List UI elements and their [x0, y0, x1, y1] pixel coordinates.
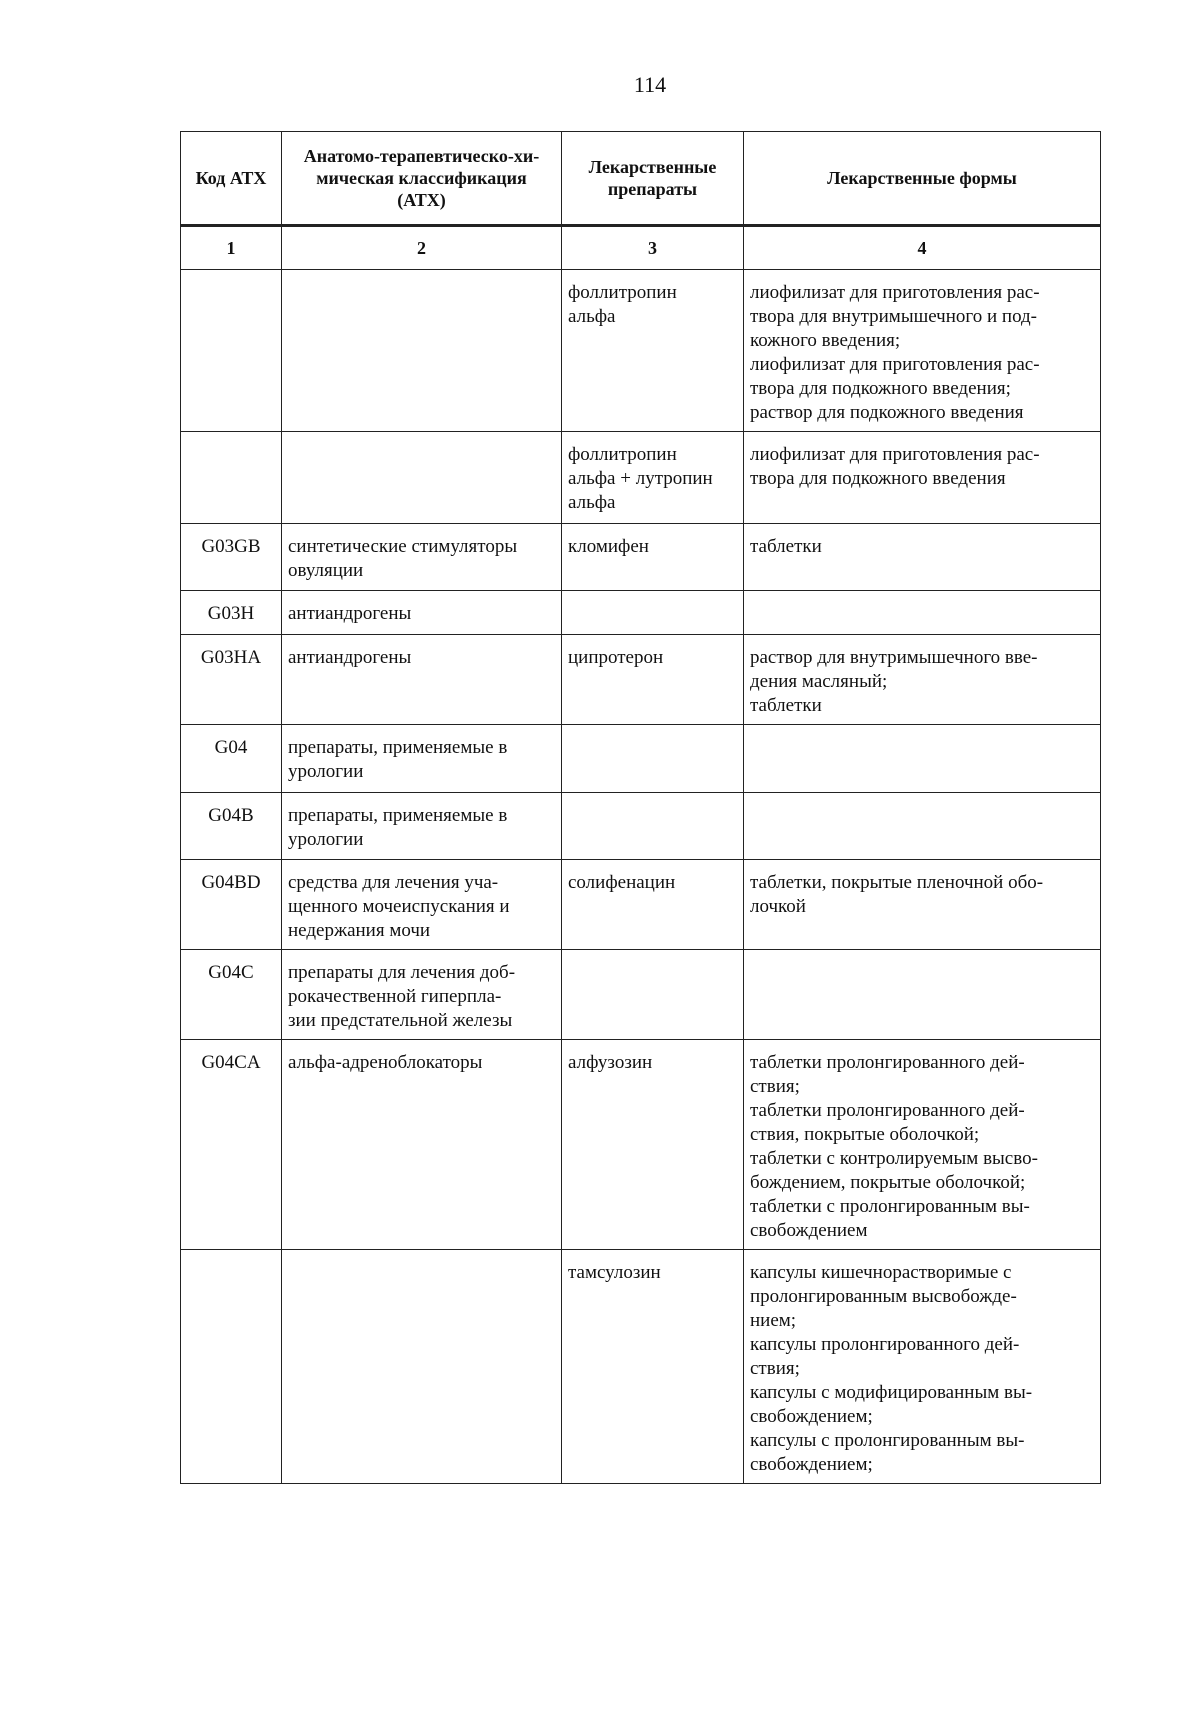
- table-row: [181, 270, 1101, 432]
- classification-cell: [282, 793, 562, 860]
- text-line: свобождением;: [750, 1406, 873, 1427]
- header-drugs: [562, 132, 744, 226]
- table-header-row: [181, 132, 1101, 226]
- drug-cell: [562, 524, 744, 591]
- classification-cell: [282, 950, 562, 1040]
- atx-code-cell: [181, 432, 282, 524]
- classification-cell: [282, 725, 562, 793]
- text-line: недержания мочи: [288, 920, 431, 941]
- text-line: таблетки пролонгированного дей-: [750, 1052, 1025, 1073]
- text-line: альфа: [568, 492, 616, 513]
- atx-code-cell: [181, 270, 282, 432]
- classification-cell: [282, 432, 562, 524]
- text-line: лиофилизат для приготовления рас-: [750, 282, 1040, 303]
- drug-forms-cell: [744, 635, 1101, 725]
- text-line: лиофилизат для приготовления рас-: [750, 444, 1040, 465]
- text-line: капсулы пролонгированного дей-: [750, 1334, 1020, 1355]
- text-line: ствия;: [750, 1076, 800, 1097]
- text-line: капсулы с модифицированным вы-: [750, 1382, 1033, 1403]
- text-line: средства для лечения уча-: [288, 872, 499, 893]
- atx-code-cell: G04CA: [181, 1040, 282, 1250]
- column-number: 4: [744, 226, 1101, 270]
- drug-forms-cell: [744, 591, 1101, 635]
- text-line: кожного введения;: [750, 330, 901, 351]
- drug-cell: [562, 432, 744, 524]
- table-row: [181, 432, 1101, 524]
- table-row: [181, 793, 1101, 860]
- table-row: [181, 860, 1101, 950]
- text-line: препараты: [607, 179, 698, 199]
- text-line: таблетки: [750, 536, 822, 557]
- drug-cell: [562, 950, 744, 1040]
- text-line: препараты, применяемые в: [288, 737, 508, 758]
- classification-cell: [282, 591, 562, 635]
- header-atx-classification: [282, 132, 562, 226]
- text-line: фоллитропин: [568, 282, 677, 303]
- atx-code-cell: G04C: [181, 950, 282, 1040]
- text-line: раствор для внутримышечного вве-: [750, 647, 1038, 668]
- drug-cell: [562, 591, 744, 635]
- text-line: антиандрогены: [288, 647, 412, 668]
- drug-forms-cell: [744, 725, 1101, 793]
- text-line: ствия;: [750, 1358, 800, 1379]
- atx-code-cell: G03HA: [181, 635, 282, 725]
- text-line: твора для подкожного введения;: [750, 378, 1011, 399]
- drug-forms-cell: [744, 950, 1101, 1040]
- text-line: овуляции: [288, 560, 364, 581]
- text-line: Анатомо-терапевтическо-хи-: [303, 146, 540, 166]
- text-line: синтетические стимуляторы: [288, 536, 518, 557]
- drug-cell: [562, 635, 744, 725]
- drug-cell: [562, 860, 744, 950]
- drug-cell: [562, 1250, 744, 1484]
- atx-drug-table: [180, 131, 1101, 1484]
- page-number: 114: [633, 72, 667, 97]
- text-line: урологии: [288, 761, 364, 782]
- text-line: ствия, покрытые оболочкой;: [750, 1124, 980, 1145]
- text-line: мическая классификация: [316, 168, 527, 188]
- text-line: рокачественной гиперпла-: [288, 986, 502, 1007]
- atx-code-cell: G04B: [181, 793, 282, 860]
- atx-code-cell: [181, 1250, 282, 1484]
- table-row: [181, 1040, 1101, 1250]
- drug-cell: [562, 270, 744, 432]
- text-line: препараты для лечения доб-: [288, 962, 516, 983]
- classification-cell: [282, 1040, 562, 1250]
- drug-forms-cell: [744, 524, 1101, 591]
- column-number-row: [181, 226, 1101, 270]
- text-line: капсулы кишечнорастворимые с: [750, 1262, 1012, 1283]
- drug-forms-cell: [744, 1250, 1101, 1484]
- drug-forms-cell: [744, 432, 1101, 524]
- classification-cell: [282, 524, 562, 591]
- classification-cell: [282, 270, 562, 432]
- table-row: [181, 725, 1101, 793]
- text-line: альфа + лутропин: [568, 468, 713, 489]
- text-line: кломифен: [568, 536, 649, 557]
- drug-forms-cell: [744, 1040, 1101, 1250]
- atx-code-cell: G04BD: [181, 860, 282, 950]
- column-number: 3: [562, 226, 744, 270]
- text-line: Код АТХ: [195, 168, 267, 188]
- table-row: [181, 591, 1101, 635]
- text-line: нием;: [750, 1310, 797, 1331]
- column-number: 2: [282, 226, 562, 270]
- text-line: Лекарственные формы: [827, 168, 1017, 188]
- text-line: твора для внутримышечного и под-: [750, 306, 1038, 327]
- drug-forms-cell: [744, 793, 1101, 860]
- header-atx-code: [181, 132, 282, 226]
- column-number: 1: [181, 226, 282, 270]
- text-line: лочкой: [750, 896, 806, 917]
- text-line: тамсулозин: [568, 1262, 661, 1283]
- table-row: [181, 524, 1101, 591]
- table-body: [181, 270, 1101, 1484]
- text-line: таблетки, покрытые пленочной обо-: [750, 872, 1044, 893]
- text-line: таблетки пролонгированного дей-: [750, 1100, 1025, 1121]
- classification-cell: [282, 860, 562, 950]
- text-line: щенного мочеиспускания и: [288, 896, 510, 917]
- text-line: Лекарственные: [588, 157, 717, 177]
- text-line: раствор для подкожного введения: [750, 402, 1024, 423]
- text-line: препараты, применяемые в: [288, 805, 508, 826]
- drug-cell: [562, 725, 744, 793]
- text-line: антиандрогены: [288, 603, 412, 624]
- text-line: пролонгированным высвобожде-: [750, 1286, 1017, 1307]
- table-row: [181, 635, 1101, 725]
- classification-cell: [282, 1250, 562, 1484]
- text-line: ципротерон: [568, 647, 664, 668]
- drug-forms-cell: [744, 860, 1101, 950]
- header-drug-forms: [744, 132, 1101, 226]
- table-row: [181, 950, 1101, 1040]
- classification-cell: [282, 635, 562, 725]
- atx-code-cell: G03H: [181, 591, 282, 635]
- text-line: бождением, покрытые оболочкой;: [750, 1172, 1026, 1193]
- text-line: таблетки с пролонгированным вы-: [750, 1196, 1030, 1217]
- atx-code-cell: G03GB: [181, 524, 282, 591]
- drug-cell: [562, 1040, 744, 1250]
- text-line: капсулы с пролонгированным вы-: [750, 1430, 1025, 1451]
- text-line: альфа-адреноблокаторы: [288, 1052, 483, 1073]
- text-line: алфузозин: [568, 1052, 653, 1073]
- text-line: свобождением;: [750, 1454, 873, 1475]
- drug-forms-cell: [744, 270, 1101, 432]
- text-line: таблетки: [750, 695, 822, 716]
- text-line: альфа: [568, 306, 616, 327]
- text-line: зии предстательной железы: [288, 1010, 513, 1031]
- text-line: фоллитропин: [568, 444, 677, 465]
- table-row: [181, 1250, 1101, 1484]
- atx-code-cell: G04: [181, 725, 282, 793]
- text-line: лиофилизат для приготовления рас-: [750, 354, 1040, 375]
- text-line: свобождением: [750, 1220, 868, 1241]
- text-line: урологии: [288, 829, 364, 850]
- text-line: (АТХ): [397, 190, 446, 210]
- text-line: таблетки с контролируемым высво-: [750, 1148, 1038, 1169]
- text-line: солифенацин: [568, 872, 676, 893]
- text-line: дения масляный;: [750, 671, 888, 692]
- text-line: твора для подкожного введения: [750, 468, 1006, 489]
- drug-cell: [562, 793, 744, 860]
